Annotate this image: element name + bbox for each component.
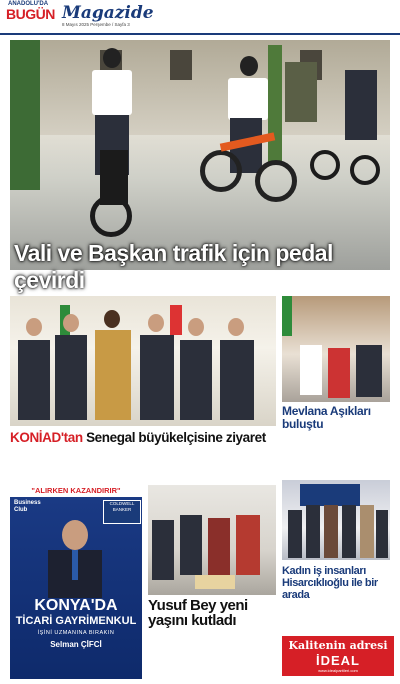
person <box>324 505 338 558</box>
flag <box>282 296 292 336</box>
masthead <box>0 0 400 33</box>
story4-headline[interactable]: Kadın iş insanları Hisarcıklıoğlu ile bir arada <box>282 565 378 601</box>
main-headline[interactable] <box>10 240 390 293</box>
story2-headline[interactable] <box>10 430 266 445</box>
coldwell-banker-logo: COLDWELL BANKER <box>103 500 141 524</box>
tie <box>72 550 78 580</box>
person-suit <box>180 340 212 420</box>
story2-headline-red: KONİAD'tan <box>10 430 83 445</box>
head <box>63 314 79 332</box>
flag <box>170 305 182 335</box>
person-shirt <box>92 70 132 115</box>
tree <box>10 40 40 190</box>
person <box>306 505 320 558</box>
person-suit <box>18 340 50 420</box>
person-jacket <box>285 62 317 122</box>
bike-wheel <box>350 155 380 185</box>
person-suit <box>55 335 87 420</box>
person-robe <box>95 330 131 420</box>
bike-frame <box>100 150 128 205</box>
ideal-ad-line1: Kalitenin adresi <box>288 639 388 652</box>
head <box>104 310 120 328</box>
person <box>208 518 230 576</box>
advertiser-photo <box>44 520 106 598</box>
main-photo-building <box>10 40 390 135</box>
story2-headline-rest: Senegal büyükelçisine ziyaret <box>86 430 266 445</box>
story3-headline[interactable]: Mevlana Aşıkları buluştu <box>282 404 371 431</box>
brand-top-text: ANADOLU'DA <box>8 1 49 7</box>
person <box>342 505 356 558</box>
head <box>188 318 204 336</box>
ideal-ad-brand: İDEAL <box>316 653 360 668</box>
building-window <box>170 50 192 80</box>
section-title: Magazide <box>62 3 154 23</box>
head <box>26 318 42 336</box>
ad-slogan: İŞİNİ UZMANINA BIRAKIN <box>37 630 115 636</box>
ad-title: KONYA'DA <box>34 597 118 614</box>
ad-subtitle: TİCARİ GAYRİMENKUL <box>15 615 137 627</box>
forum-banner <box>300 484 360 506</box>
brand-logo[interactable]: BUGÜN <box>6 6 55 22</box>
ad-banner-text: "ALIRKEN KAZANDIRIR" <box>10 485 142 497</box>
person-scarf <box>300 345 322 395</box>
helmet <box>103 48 121 68</box>
tree <box>268 45 282 165</box>
person-suit <box>356 345 382 397</box>
story5-headline[interactable]: Yusuf Bey yeni yaşını kutladı <box>148 597 248 629</box>
ad-contact-name: Selman ÇİFCİ <box>50 640 102 649</box>
birthday-cake <box>195 575 235 589</box>
person <box>152 520 174 580</box>
head <box>62 520 88 550</box>
person-dress <box>328 348 350 398</box>
issue-date: 8 Mayıs 2025 Perşembe / Sayfa 3 <box>62 22 130 27</box>
person-shirt <box>228 78 268 120</box>
helmet <box>240 56 258 76</box>
person <box>360 505 374 558</box>
ideal-ad-url: www.idealpartileri.com <box>318 668 358 673</box>
person <box>180 515 202 575</box>
bike-wheel <box>255 160 297 202</box>
main-headline-text: Vali ve Başkan trafik için pedal çevirdi <box>14 240 333 293</box>
bike-wheel <box>310 150 340 180</box>
bike-wheel <box>200 150 242 192</box>
head <box>148 314 164 332</box>
ideal-ad[interactable] <box>282 636 394 676</box>
masthead-divider <box>0 33 400 35</box>
person <box>236 515 260 575</box>
business-club-logo: Business Club <box>14 500 41 513</box>
person-suit <box>345 70 377 140</box>
person <box>376 510 388 558</box>
person-suit <box>220 340 254 420</box>
person <box>288 510 302 558</box>
head <box>228 318 244 336</box>
person-suit <box>140 335 174 420</box>
